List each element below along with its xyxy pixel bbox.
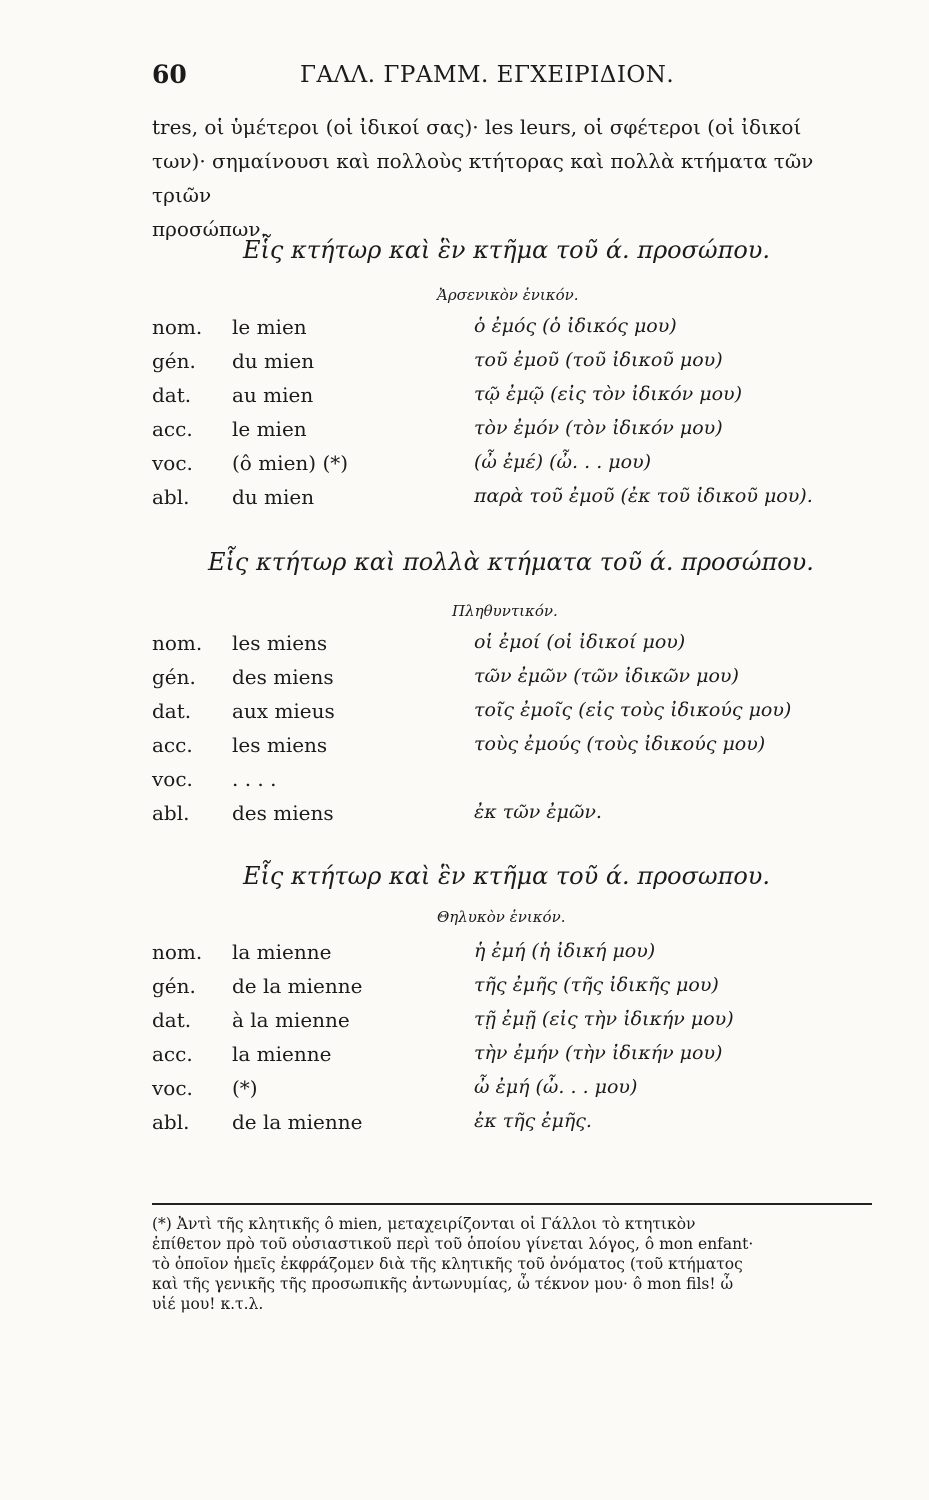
french-form: aux mieus bbox=[232, 699, 335, 723]
case-label: nom. bbox=[152, 631, 203, 655]
case-label: gén. bbox=[152, 349, 196, 373]
french-form: de la mienne bbox=[232, 974, 363, 998]
table-row bbox=[152, 1110, 872, 1144]
case-label: gén. bbox=[152, 974, 196, 998]
section-heading-masculine-plural: Εἷς κτήτωρ καὶ πολλὰ κτήματα τοῦ ά. προσώπου. bbox=[208, 548, 814, 576]
french-form: des miens bbox=[232, 801, 334, 825]
intro-line: tres, οἱ ὑμέτεροι (οἱ ἰδικοί σας)· les leurs, οἱ σφέτεροι (οἱ ἰδικοί bbox=[152, 115, 802, 139]
greek-form: τὸν ἐμόν (τὸν ἰδικόν μου) bbox=[474, 417, 723, 439]
greek-form: τῷ ἐμῷ (εἰς τὸν ἰδικόν μου) bbox=[474, 383, 742, 405]
french-form: de la mienne bbox=[232, 1110, 363, 1134]
declension-table-feminine-singular bbox=[152, 940, 872, 1144]
table-row bbox=[152, 1076, 872, 1110]
intro-line: των)· σημαίνουσι καὶ πολλοὺς κτήτορας καὶ πολλὰ κτήματα τῶν τριῶν bbox=[152, 149, 814, 207]
running-title: ΓΑΛΛ. ΓΡΑΜΜ. ΕΓΧΕΙΡΙΔΙΟΝ. bbox=[300, 62, 675, 88]
table-row bbox=[152, 1042, 872, 1076]
footnote-line: ἐπίθετον πρὸ τοῦ οὐσιαστικοῦ περὶ τοῦ ὁποίου γίνεται λόγος, ô mon enfant· bbox=[152, 1235, 754, 1253]
case-label: acc. bbox=[152, 733, 193, 757]
table-row bbox=[152, 665, 872, 699]
table-row bbox=[152, 383, 872, 417]
greek-form: ὁ ἐμός (ὁ ἰδικός μου) bbox=[474, 315, 677, 337]
page-header bbox=[152, 60, 852, 94]
greek-form: οἱ ἐμοί (οἱ ἰδικοί μου) bbox=[474, 631, 686, 653]
table-row bbox=[152, 417, 872, 451]
table-row bbox=[152, 1008, 872, 1042]
case-label: dat. bbox=[152, 383, 192, 407]
case-label: abl. bbox=[152, 485, 190, 509]
footnote-line: υἱέ μου! κ.τ.λ. bbox=[152, 1295, 264, 1313]
section-subheading: Ἀρσενικὸν ἑνικόν. bbox=[437, 286, 579, 304]
french-form: au mien bbox=[232, 383, 314, 407]
table-row bbox=[152, 631, 872, 665]
greek-form: τῆς ἐμῆς (τῆς ἰδικῆς μου) bbox=[474, 974, 719, 996]
case-label: nom. bbox=[152, 315, 203, 339]
case-label: voc. bbox=[152, 1076, 193, 1100]
table-row bbox=[152, 801, 872, 835]
declension-table-masculine-singular bbox=[152, 315, 872, 519]
footnote-line: τὸ ὁποῖον ἡμεῖς ἐκφράζομεν διὰ τῆς κλητικῆς τοῦ ὀνόματος (τοῦ κτήματος bbox=[152, 1255, 743, 1273]
greek-form: τὴν ἐμήν (τὴν ἰδικήν μου) bbox=[474, 1042, 723, 1064]
section-heading-feminine-singular: Εἷς κτήτωρ καὶ ἓν κτῆμα τοῦ ά. προσωπου. bbox=[243, 862, 771, 890]
greek-form: (ὦ ἐμέ) (ὦ. . . μου) bbox=[474, 451, 652, 473]
table-row bbox=[152, 767, 872, 801]
case-label: dat. bbox=[152, 699, 192, 723]
french-form: du mien bbox=[232, 485, 315, 509]
greek-form: ὦ ἐμή (ὦ. . . μου) bbox=[474, 1076, 638, 1098]
french-form: . . . . bbox=[232, 767, 277, 791]
case-label: nom. bbox=[152, 940, 203, 964]
french-form: la mienne bbox=[232, 940, 332, 964]
case-label: voc. bbox=[152, 451, 193, 475]
footnote-line: καὶ τῆς γενικῆς τῆς προσωπικῆς ἀντωνυμίας, ὦ τέκνον μου· ô mon fils! ὦ bbox=[152, 1275, 734, 1293]
section-subheading: Πληθυντικόν. bbox=[452, 602, 558, 620]
french-form: du mien bbox=[232, 349, 315, 373]
greek-form: τῶν ἐμῶν (τῶν ἰδικῶν μου) bbox=[474, 665, 739, 687]
footnote-line: (*) Ἀντὶ τῆς κλητικῆς ô mien, μεταχειρίζονται οἱ Γάλλοι τὸ κτητικὸν bbox=[152, 1215, 696, 1233]
footnote bbox=[152, 1214, 878, 1314]
intro-paragraph bbox=[152, 110, 872, 246]
case-label: abl. bbox=[152, 1110, 190, 1134]
table-row bbox=[152, 733, 872, 767]
french-form: les miens bbox=[232, 631, 328, 655]
intro-line: προσώπων. bbox=[152, 217, 267, 241]
french-form: des miens bbox=[232, 665, 334, 689]
case-label: voc. bbox=[152, 767, 193, 791]
case-label: dat. bbox=[152, 1008, 192, 1032]
section-heading-masculine-singular: Εἷς κτήτωρ καὶ ἓν κτῆμα τοῦ ά. προσώπου. bbox=[243, 236, 771, 264]
greek-form: τῇ ἐμῇ (εἰς τὴν ἰδικήν μου) bbox=[474, 1008, 734, 1030]
page-number: 60 bbox=[152, 60, 187, 89]
case-label: acc. bbox=[152, 417, 193, 441]
table-row bbox=[152, 699, 872, 733]
greek-form: ἐκ τῶν ἐμῶν. bbox=[474, 801, 602, 823]
french-form: à la mienne bbox=[232, 1008, 350, 1032]
greek-form: τοῦ ἐμοῦ (τοῦ ἰδικοῦ μου) bbox=[474, 349, 723, 371]
french-form: la mienne bbox=[232, 1042, 332, 1066]
table-row bbox=[152, 349, 872, 383]
french-form: (ô mien) (*) bbox=[232, 451, 349, 475]
french-form: le mien bbox=[232, 315, 307, 339]
greek-form: ἡ ἐμή (ἡ ἰδική μου) bbox=[474, 940, 656, 962]
french-form: les miens bbox=[232, 733, 328, 757]
table-row bbox=[152, 940, 872, 974]
greek-form: ἐκ τῆς ἐμῆς. bbox=[474, 1110, 592, 1132]
greek-form: παρὰ τοῦ ἐμοῦ (ἐκ τοῦ ἰδικοῦ μου). bbox=[474, 485, 813, 507]
french-form: (*) bbox=[232, 1076, 258, 1100]
case-label: abl. bbox=[152, 801, 190, 825]
table-row bbox=[152, 974, 872, 1008]
french-form: le mien bbox=[232, 417, 307, 441]
table-row bbox=[152, 315, 872, 349]
greek-form: τοῖς ἐμοῖς (εἰς τοὺς ἰδικούς μου) bbox=[474, 699, 792, 721]
table-row bbox=[152, 485, 872, 519]
declension-table-masculine-plural bbox=[152, 631, 872, 835]
case-label: acc. bbox=[152, 1042, 193, 1066]
table-row bbox=[152, 451, 872, 485]
footnote-divider bbox=[152, 1203, 872, 1205]
section-subheading: Θηλυκὸν ἑνικόν. bbox=[437, 908, 566, 926]
case-label: gén. bbox=[152, 665, 196, 689]
greek-form: τοὺς ἐμούς (τοὺς ἰδικούς μου) bbox=[474, 733, 766, 755]
